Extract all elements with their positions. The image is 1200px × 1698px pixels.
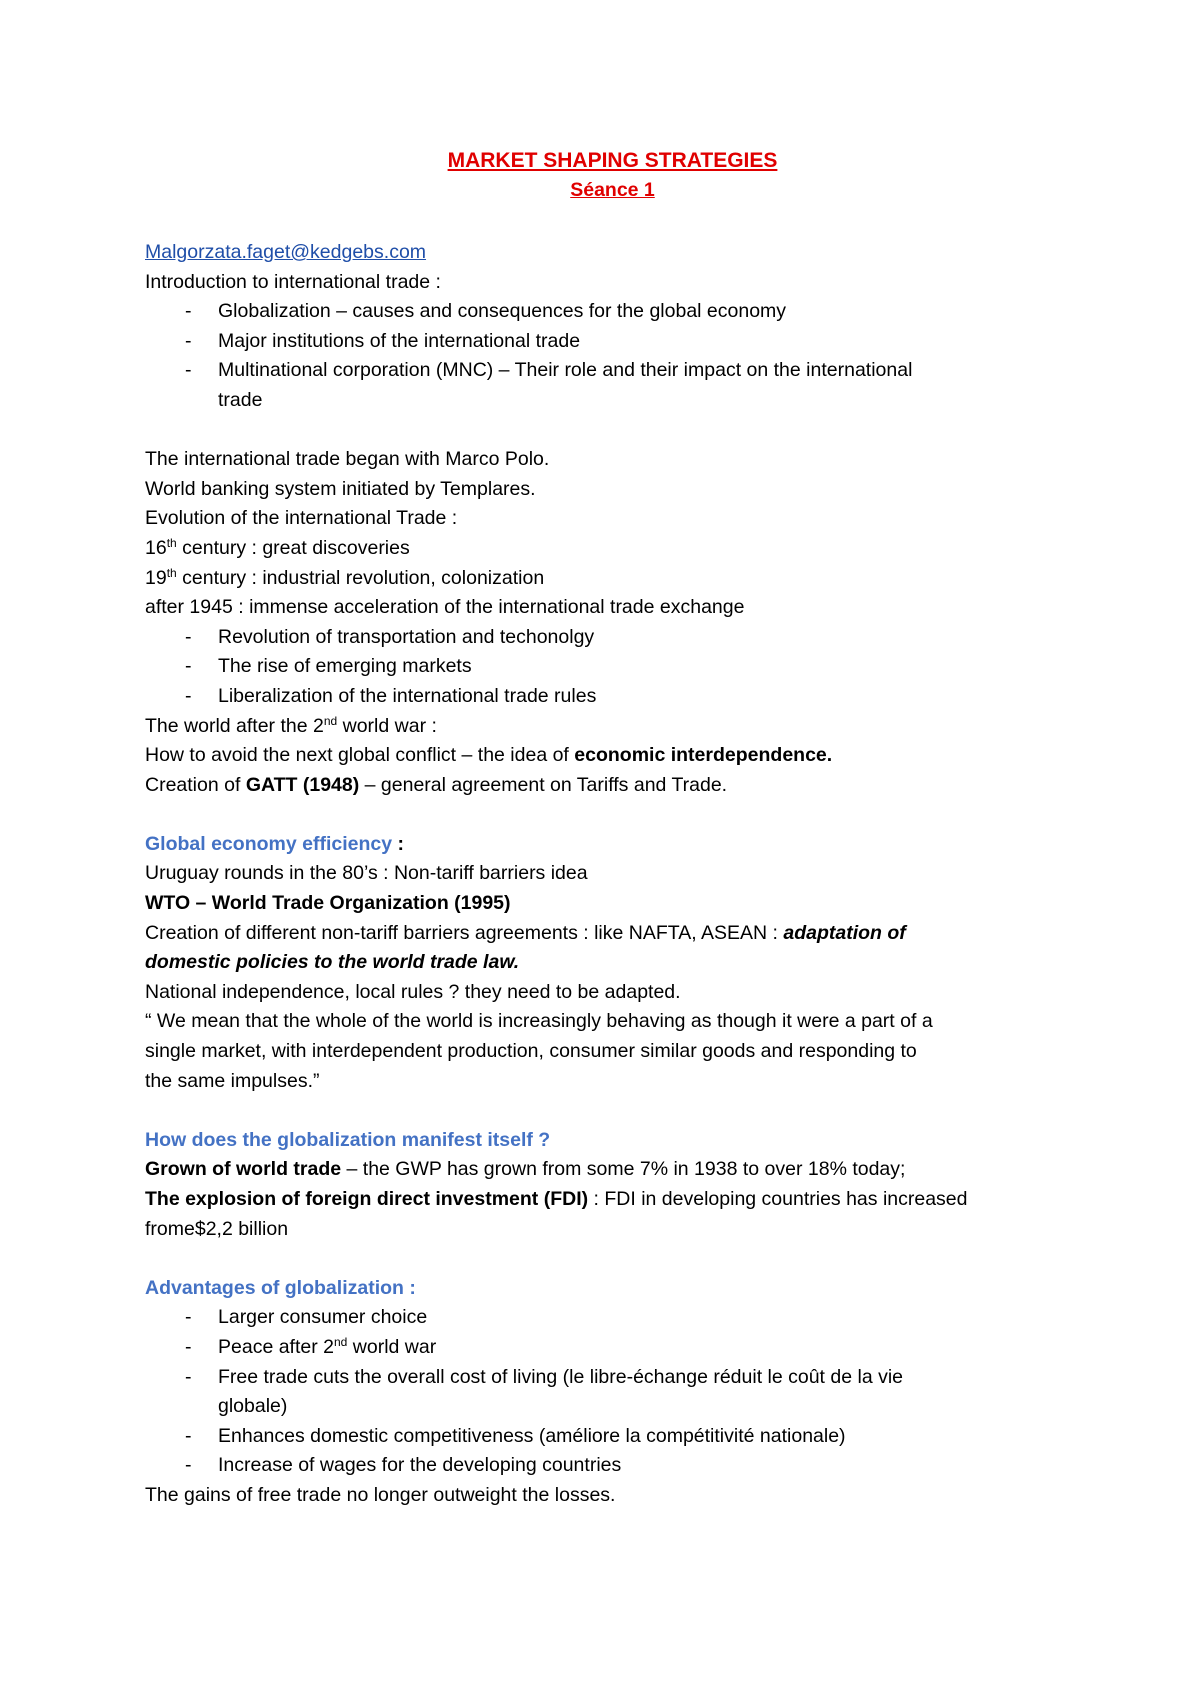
- title-block: [145, 146, 1080, 205]
- closing-line: The gains of free trade no longer outweight the losses.: [145, 1483, 616, 1506]
- advantages-heading: Advantages of globalization :: [145, 1276, 416, 1299]
- list-item-continuation: trade: [218, 388, 263, 411]
- email-link[interactable]: Malgorzata.faget@kedgebs.com: [145, 241, 427, 263]
- manifest-line: Grown of world trade – the GWP has grown from some 7% in 1938 to over 18% today;: [145, 1158, 906, 1181]
- efficiency-heading: Global economy efficiency :: [145, 832, 404, 855]
- history-after-1945: after 1945 : immense acceleration of the international trade exchange: [145, 596, 745, 619]
- list-item: - Free trade cuts the overall cost of living (le libre-échange réduit le coût de la vie: [185, 1365, 904, 1388]
- history-line: World banking system initiated by Templares.: [145, 477, 536, 500]
- list-item: - Revolution of transportation and techonolgy: [185, 625, 595, 648]
- page-subtitle: Séance 1: [570, 178, 655, 201]
- wto-line: WTO – World Trade Organization (1995): [145, 892, 511, 915]
- list-item: - Increase of wages for the developing countries: [185, 1454, 622, 1477]
- agreements-line: Creation of different non-tariff barriers agreements : like NAFTA, ASEAN : adaptation of: [145, 921, 906, 944]
- intro-label: Introduction to international trade :: [145, 270, 441, 293]
- quote-line: “ We mean that the whole of the world is increasingly behaving as though it were a part of a: [145, 1010, 933, 1033]
- list-item: - Liberalization of the international trade rules: [185, 684, 597, 707]
- body-block: [145, 238, 1080, 1511]
- list-item: - Globalization – causes and consequences for the global economy: [185, 300, 787, 323]
- efficiency-line: Uruguay rounds in the 80’s : Non-tariff barriers idea: [145, 862, 588, 885]
- history-19th-century: 19th century : industrial revolution, colonization: [145, 565, 545, 589]
- list-item: - The rise of emerging markets: [185, 655, 472, 678]
- list-item: - Larger consumer choice: [185, 1306, 428, 1329]
- avoid-conflict-line: How to avoid the next global conflict – the idea of economic interdependence.: [145, 744, 833, 767]
- list-item-continuation: globale): [218, 1395, 288, 1418]
- list-item: - Multinational corporation (MNC) – Their role and their impact on the international: [185, 359, 913, 382]
- history-16th-century: 16th century : great discoveries: [145, 535, 410, 559]
- world-after-war: The world after the 2nd world war :: [145, 713, 437, 737]
- list-item: - Peace after 2nd world war: [185, 1334, 437, 1358]
- gatt-line: Creation of GATT (1948) – general agreement on Tariffs and Trade.: [145, 773, 728, 796]
- efficiency-line: National independence, local rules ? they need to be adapted.: [145, 980, 681, 1003]
- quote-line: single market, with interdependent production, consumer similar goods and responding to: [145, 1040, 917, 1063]
- page-title: MARKET SHAPING STRATEGIES: [447, 149, 778, 172]
- manifest-line: The explosion of foreign direct investment (FDI) : FDI in developing countries has increased: [145, 1188, 968, 1210]
- list-item: - Major institutions of the international trade: [185, 329, 581, 352]
- agreements-line-cont: domestic policies to the world trade law.: [145, 951, 520, 974]
- list-item: - Enhances domestic competitiveness (améliore la compétitivité nationale): [185, 1424, 846, 1447]
- manifest-line: frome$2,2 billion: [145, 1217, 289, 1240]
- history-line: Evolution of the international Trade :: [145, 507, 458, 530]
- quote-line: the same impulses.”: [145, 1069, 320, 1092]
- manifest-heading: How does the globalization manifest itself ?: [145, 1128, 551, 1151]
- history-line: The international trade began with Marco Polo.: [145, 448, 550, 471]
